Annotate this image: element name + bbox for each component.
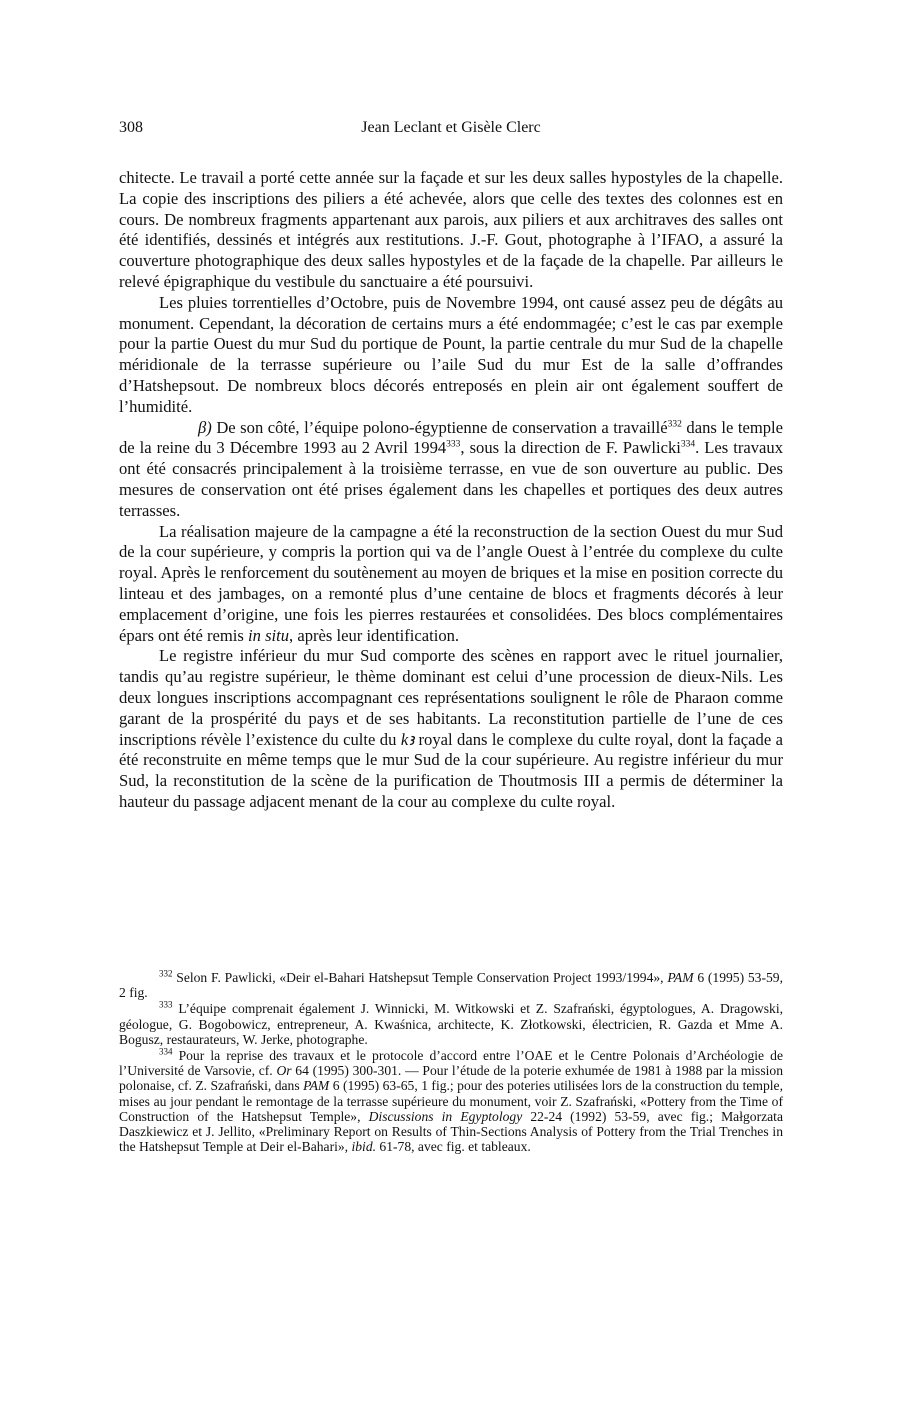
paragraph-2: Les pluies torrentielles d’Octobre, puis de Novembre 1994, ont causé assez peu de dégâts au monument. Cependant, la décoration de certains murs a été endommagée; c’est le cas par exemple pour la partie Ouest du mur Sud du portique de Pount, la partie centrale du mur Sud de la chapelle méridionale de la terrasse supérieure ou l’aile Sud du mur Est de la salle d’offrandes d’Hatshepsout. De nombreux blocs décorés entreposés en plein air ont également souffert de l’humidité. (119, 292, 783, 416)
footnote-ref-334[interactable]: 334 (680, 439, 696, 450)
paragraph-4-seg1: La réalisation majeure de la campagne a été la reconstruction de la section Ouest du mur Sud de la cour supérieure, y compris la portion qui va de l’angle Ouest à l’entrée du complexe du culte royal. Après le renforcement du soutènement au moyen de briques et la mise en position correcte du linteau et des jambages, on a remonté plus d’une centaine de blocs et fragments décorés à leur emplacement d’origine, une fois les pierres restaurées et consolidées. Des blocs complémentaires épars ont été remis (119, 521, 783, 645)
footnote-text: Selon F. Pawlicki, «Deir el-Bahari Hatshepsut Temple Conservation Project 1993/1994», (172, 970, 668, 985)
footnote-text: 6 (1995) 63-65, 1 fig.; pour des poteries utilisées lors de la construction du temple, mises au jour pendant le remontage de la terrasse supérieure du monument, voir Z. Szafrański, «Pottery from the Time of Construction of the Hatshepsut Temple», (119, 1078, 783, 1124)
page-header (119, 117, 783, 139)
footnote-334 (119, 1048, 783, 1154)
page-number: 308 (119, 119, 143, 136)
paragraph-3-seg2: dans le temple de la reine du 3 Décembre 1993 au 2 Avril 1994 (119, 417, 783, 458)
main-text (119, 168, 783, 813)
paragraph-5-italic: kꜣ (400, 729, 415, 749)
paragraph-3-seg3: , sous la direction de F. Pawlicki (460, 438, 681, 458)
footnote-italic: Discussions in Egyptology (368, 1108, 523, 1124)
footnote-italic: PAM (667, 970, 694, 985)
footnote-text: Pour la reprise des travaux et le protocole d’accord entre l’OAE et le Centre Polonais d’Archéologie de l’Université de Varsovie, cf. (119, 1048, 783, 1079)
running-head: Jean Leclant et Gisèle Clerc (361, 119, 541, 136)
footnote-text: 22-24 (1992) 53-59, avec fig.; Małgorzata Daszkiewicz et J. Jellito, «Preliminary Report on Results of Thin-Sections Analysis of Pottery from the Trial Trenches in the Hatshepsut Temple at Deir el-Bahari», (119, 1108, 783, 1155)
paragraph-4-seg2: , après leur identification. (289, 625, 460, 645)
footnote-text: 6 (1995) 53-59, 2 fig. (119, 970, 784, 1001)
footnotes (119, 970, 783, 1155)
paragraph-3 (119, 418, 783, 522)
footnote-ref-332[interactable]: 332 (667, 419, 682, 430)
footnote-ref-333[interactable]: 333 (446, 439, 461, 450)
paragraph-3-seg1: De son côté, l’équipe polono-égyptienne de conservation a travaillé (211, 417, 668, 437)
footnote-mark: 332 (159, 968, 173, 979)
footnote-text: L’équipe comprenait également J. Winnicki, M. Witkowski et Z. Szafrański, égyptologues, A. Dragowski, géologue, G. Bogobowicz, entrepreneur, A. Kwaśnica, architecte, K. Złotkowski, électricien, R. Gazda et Mme A. Bogusz, restaurateurs, W. Jerke, photographe. (119, 1001, 783, 1047)
footnote-mark: 333 (159, 999, 173, 1010)
footnote-text: 61-78, avec fig. et tableaux. (376, 1139, 531, 1155)
section-label: β) (198, 417, 212, 437)
paragraph-3-seg4: . Les travaux ont été consacrés principalement à la troisième terrasse, en vue de son ouverture au public. Des mesures de conservation ont été prises également dans les chapelles et portiques des deux autres terrasses. (119, 438, 784, 520)
paragraph-4 (119, 522, 783, 647)
footnote-italic: ibid. (351, 1139, 377, 1155)
footnote-332 (119, 970, 783, 1000)
footnote-mark: 334 (159, 1046, 173, 1057)
footnote-text: 64 (1995) 300-301. — Pour l’étude de la poterie exhumée de 1981 à 1988 par la mission polonaise, cf. Z. Szafrański, dans (119, 1063, 783, 1094)
footnote-333 (119, 1001, 783, 1047)
paragraph-1: chitecte. Le travail a porté cette année sur la façade et sur les deux salles hypostyles de la chapelle. La copie des inscriptions des piliers a été achevée, alors que celle des textes des colonnes est en cours. De nombreux fragments appartenant aux parois, aux piliers et aux architraves des salles ont été identifiés, dessinés et intégrés aux restitutions. J.-F. Gout, photographe à l’IFAO, a assuré la couverture photographique des deux salles hypostyles et de la façade de la chapelle. Par ailleurs le relevé épigraphique du vestibule du sanctuaire a été poursuivi. (119, 168, 783, 291)
paragraph-5-seg2: royal dans le complexe du culte royal, dont la façade a été reconstruite en même temps que le mur Sud de la cour supérieure. Au registre inférieur du mur Sud, la reconstitution de la scène de la purification de Thoutmosis III a permis de déterminer la hauteur du passage adjacent menant de la cour au complexe du culte royal. (119, 729, 783, 811)
paragraph-5-seg1: Le registre inférieur du mur Sud comporte des scènes en rapport avec le rituel journalier, tandis qu’au registre supérieur, le thème dominant est celui d’une procession de dieux-Nils. Les deux longues inscriptions accompagnant ces représentations soulignent le rôle de Pharaon comme garant de la prospérité du pays et de ses habitants. La reconstitution partielle de l’une de ces inscriptions révèle l’existence du culte du (119, 646, 783, 749)
footnote-italic: PAM (303, 1078, 330, 1094)
footnote-italic: Or (276, 1063, 292, 1079)
paragraph-5 (119, 646, 783, 812)
paragraph-4-italic: in situ (248, 625, 290, 645)
